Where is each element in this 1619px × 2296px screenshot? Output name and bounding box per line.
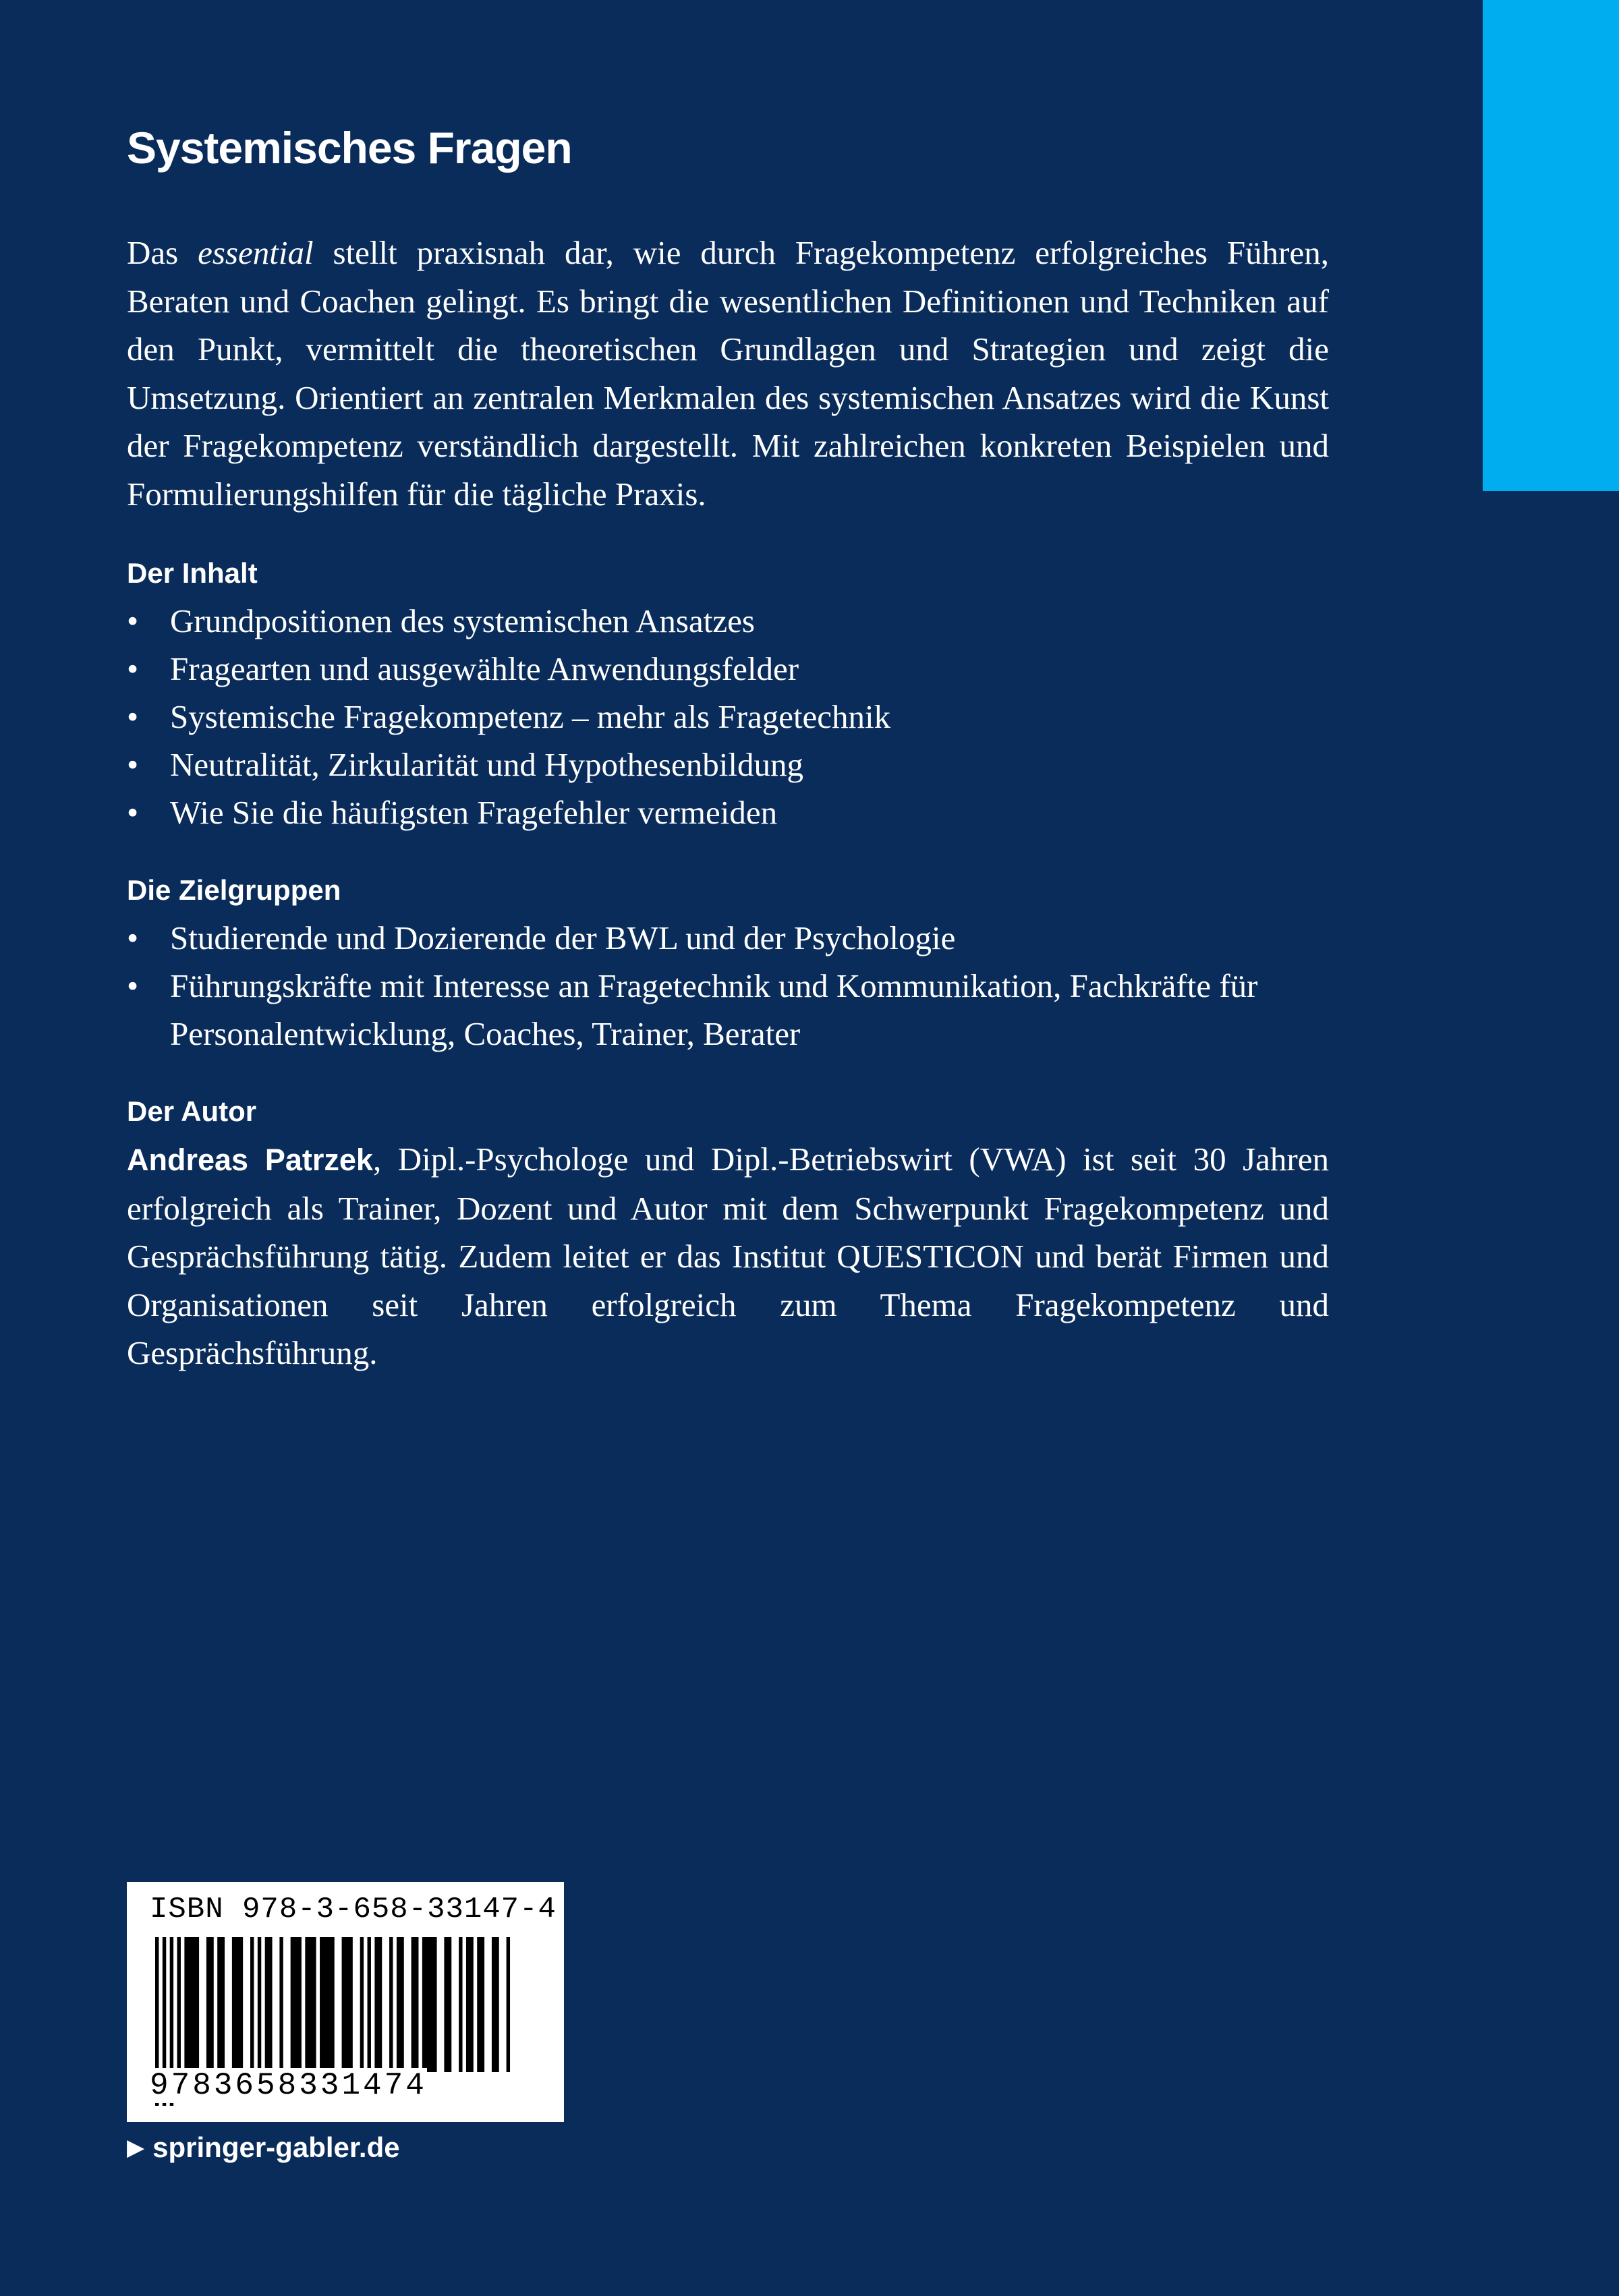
- barcode-bar: [389, 1937, 393, 2072]
- barcode-bar: [291, 1937, 302, 2072]
- barcode-bar: [217, 1937, 225, 2072]
- list-item-text: Neutralität, Zirkularität und Hypothesenbildung: [170, 746, 803, 784]
- barcode-bar: [492, 1937, 499, 2072]
- accent-strip: [1483, 0, 1619, 491]
- author-name: Andreas Patrzek: [127, 1143, 373, 1178]
- bullet-icon: •: [127, 698, 139, 736]
- zielgruppen-heading: Die Zielgruppen: [127, 874, 341, 907]
- triangle-right-icon: ▶: [127, 2135, 145, 2160]
- isbn-label: ISBN 978-3-658-33147-4: [150, 1893, 557, 1926]
- zielgruppen-list: [127, 914, 1329, 1058]
- bullet-icon: •: [127, 794, 139, 832]
- list-item-text: Führungskräfte mit Interesse an Fragetechnik und Kommunikation, Fachkräfte für Personalentwicklung, Coaches, Trainer, Berater: [170, 967, 1258, 1053]
- bullet-icon: •: [127, 602, 139, 640]
- publisher-website[interactable]: [127, 2131, 400, 2164]
- barcode-bar: [411, 1937, 419, 2072]
- barcode-bar: [374, 1937, 382, 2072]
- barcode-bar: [320, 1937, 335, 2072]
- barcode-bar: [422, 1937, 437, 2072]
- list-item-text: Grundpositionen des systemischen Ansatzes: [170, 602, 755, 640]
- barcode-bar: [477, 1937, 484, 2072]
- book-title: Systemisches Fragen: [127, 123, 572, 173]
- barcode-bar: [368, 1937, 371, 2072]
- website-text: springer-gabler.de: [152, 2131, 400, 2163]
- barcode-bar: [177, 1937, 181, 2072]
- ean-digits-text: 9783658331474: [150, 2068, 427, 2103]
- autor-heading: Der Autor: [127, 1095, 257, 1128]
- list-item: [127, 645, 1329, 693]
- barcode-bar: [305, 1937, 316, 2072]
- author-bio: [127, 1135, 1329, 1377]
- blurb-post: stellt praxisnah dar, wie durch Fragekompetenz erfolgreiches Führen, Beraten und Coachen gelingt. Es bringt die wesentlichen Definitionen und Techniken auf den Punkt, vermittelt die theoretischen Grundlagen und Strategien und zeigt die Umsetzung. Orientiert an zentralen Merkmalen des systemischen Ansatzes wird die Kunst der Fragekompetenz verständlich dargestellt. Mit zahlreichen konkreten Beispielen und Formulierungshilfen für die tägliche Praxis.: [127, 234, 1329, 513]
- barcode-bar: [444, 1937, 451, 2072]
- bullet-icon: •: [127, 919, 139, 957]
- barcode-bar: [507, 1937, 510, 2072]
- barcode-bar: [265, 1937, 273, 2072]
- cover-content: [127, 121, 1329, 1377]
- inhalt-heading: Der Inhalt: [127, 557, 258, 590]
- list-item: [127, 962, 1329, 1058]
- author-bio-text: , Dipl.-Psychologe und Dipl.-Betriebswirt (VWA) ist seit 30 Jahren erfolgreich als Trainer, Dozent und Autor mit dem Schwerpunkt Fragekompetenz und Gesprächsführung tätig. Zudem leitet er das Institut QUESTICON und berät Firmen und Organisationen seit Jahren erfolgreich zum Thema Fragekompetenz und Gesprächsführung.: [127, 1141, 1329, 1372]
- blurb-paragraph: [127, 229, 1329, 518]
- barcode-bar: [184, 1937, 199, 2072]
- barcode-bar: [250, 1937, 254, 2072]
- barcode-bar: [397, 1937, 404, 2072]
- bullet-icon: •: [127, 650, 139, 688]
- list-item: [127, 788, 1329, 836]
- list-item: [127, 597, 1329, 645]
- ean-digits: [150, 2068, 541, 2103]
- bullet-icon: •: [127, 746, 139, 784]
- barcode-bar: [466, 1937, 474, 2072]
- list-item-text: Systemische Fragekompetenz – mehr als Fragetechnik: [170, 698, 891, 736]
- barcode-bar: [459, 1937, 462, 2072]
- list-item-text: Wie Sie die häufigsten Fragefehler vermeiden: [170, 794, 778, 832]
- barcode-bar: [258, 1937, 261, 2072]
- list-item: [127, 914, 1329, 962]
- barcode-bar: [232, 1937, 243, 2072]
- list-item: [127, 741, 1329, 788]
- bullet-icon: •: [127, 967, 139, 1005]
- list-item: [127, 693, 1329, 741]
- inhalt-list: [127, 597, 1329, 836]
- list-item-text: Fragearten und ausgewählte Anwendungsfelder: [170, 650, 799, 688]
- barcode-bar: [342, 1937, 353, 2072]
- barcode-bar: [206, 1937, 214, 2072]
- barcode-bar: [360, 1937, 364, 2072]
- blurb-italic: essential: [198, 234, 314, 272]
- isbn-barcode: [127, 1882, 564, 2122]
- barcode-bar: [279, 1937, 283, 2072]
- list-item-text: Studierende und Dozierende der BWL und der Psychologie: [170, 919, 956, 957]
- blurb-pre: Das: [127, 234, 198, 272]
